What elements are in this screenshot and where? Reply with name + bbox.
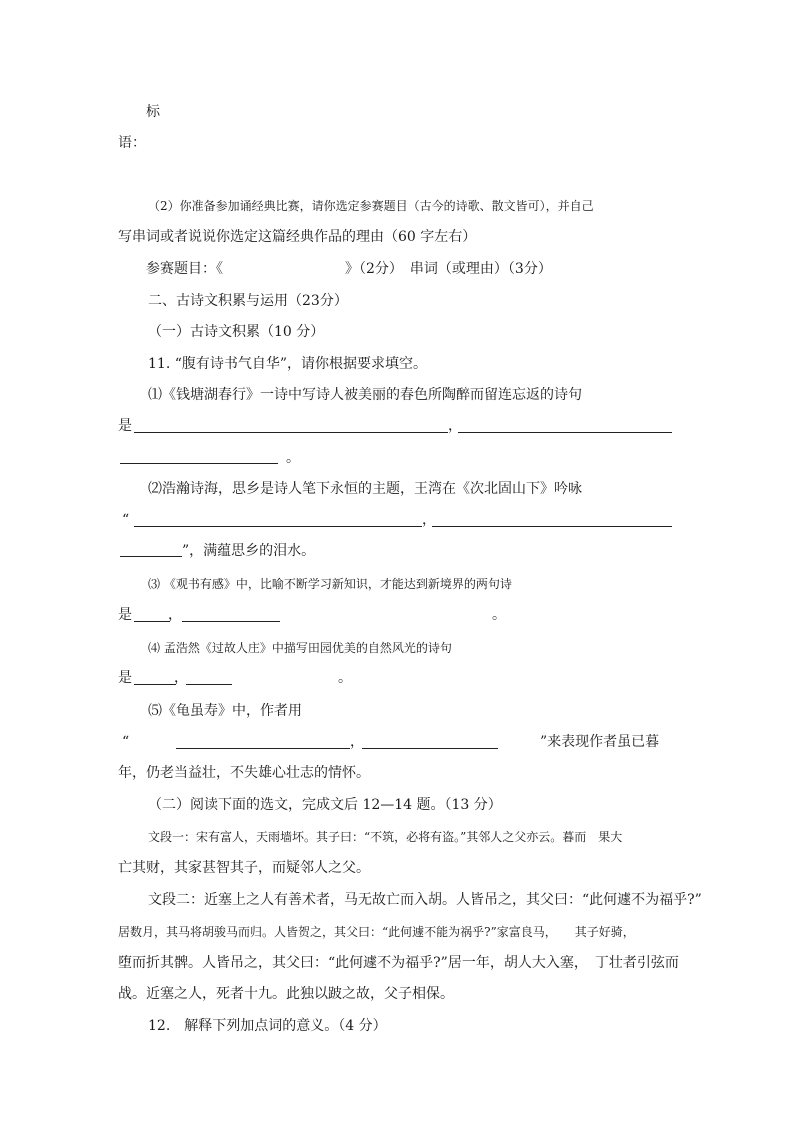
- q11-2-blank-2[interactable]: [432, 526, 672, 527]
- q2-topic-line: [146, 259, 552, 279]
- q11-1-comma: ，: [448, 418, 462, 434]
- q11-3-is: 是: [118, 607, 132, 623]
- section-2-title: 二、古诗文积累与运用（23分）: [148, 293, 348, 309]
- passage-2-line-2: 居数月，其马将胡骏马而归。人皆贺之，其父曰：“此何遽不能为祸乎?”家富良马， 其子好骑，: [118, 925, 635, 939]
- q11-1-period: 。: [286, 450, 300, 466]
- q11-3-prompt: ⑶ 《观书有感》中，比喻不断学习新知识，才能达到新境界的两句诗: [148, 577, 512, 591]
- slogan-char-2: 语：: [118, 135, 146, 151]
- q2-line-1: （2）你准备参加诵经典比赛，请你选定参赛题目（古今的诗歌、散文皆可），并自己: [148, 199, 594, 213]
- q2-line-2: 写串词或者说说你选定这篇经典作品的理由（60 字左右）: [118, 229, 477, 245]
- q11-4-is: 是: [118, 670, 132, 686]
- q11-2-end: ”，满蕴思乡的泪水。: [182, 543, 316, 559]
- q11-5-line-2: 年，仍老当益壮，不失雄心壮志的情怀。: [118, 765, 370, 781]
- q11-3-blank-1[interactable]: [134, 621, 170, 622]
- q11-2-blank-3[interactable]: [120, 556, 182, 557]
- q11-5-blank-1[interactable]: [176, 748, 350, 749]
- q11-2-comma: ，: [422, 512, 436, 528]
- q11-4-prompt: ⑷ 孟浩然《过故人庄》中描写田园优美的自然风光的诗句: [148, 641, 452, 655]
- q11-4-period: 。: [338, 670, 352, 686]
- passage-2-line-1: 文段二：近塞上之人有善术者，马无故亡而入胡。人皆吊之，其父曰：“此何遽不为福乎?”: [148, 892, 702, 908]
- q11-1-blank-2[interactable]: [458, 432, 672, 433]
- passage-1-line-2: 亡其财，其家甚智其子，而疑邻人之父。: [118, 860, 370, 876]
- q11-1-prompt: ⑴《钱塘湖春行》一诗中写诗人被美丽的春色所陶醉而留连忘返的诗句: [148, 387, 582, 403]
- q11-3-period: 。: [492, 607, 506, 623]
- passage-2-line-4: 战。近塞之人，死者十九。此独以跛之故，父子相保。: [118, 986, 454, 1002]
- q11-5-close: ”来表现作者虽已暮: [540, 734, 660, 750]
- q11-2-prompt: ⑵浩瀚诗海，思乡是诗人笔下永恒的主题，王湾在《次北固山下》吟咏: [148, 481, 582, 497]
- q11-2-open-quote: “: [122, 512, 130, 528]
- q11-1-blank-3[interactable]: [120, 463, 278, 464]
- q11-prompt: 11. “腹有诗书气自华”，请你根据要求填空。: [148, 356, 428, 372]
- q11-1-is: 是: [118, 418, 132, 434]
- topic-suffix: 》（2分） 串词（或理由）（3分）: [345, 261, 552, 277]
- q11-5-open-quote: “: [122, 734, 130, 750]
- q11-5-comma: ，: [350, 734, 364, 750]
- passage-1-line-1: 文段一：宋有富人，天雨墙坏。其子曰：“不筑，必将有盗。”其邻人之父亦云。暮而 果大: [148, 830, 623, 844]
- passage-2-line-3: 堕而折其髀。人皆吊之，其父曰：“此何遽不为福乎?”居一年，胡人大入塞， 丁壮者引弦而: [118, 955, 679, 971]
- part-1-title: （一）古诗文积累（10 分）: [148, 324, 325, 340]
- q11-4-blank-2[interactable]: [186, 684, 232, 685]
- q11-3-comma: ，: [168, 607, 182, 623]
- q12-prompt: 12. 解释下列加点词的意义。（4 分）: [148, 1018, 387, 1034]
- q11-5-prompt: ⑸《龟虽寿》中，作者用: [148, 703, 302, 719]
- q11-2-blank-1[interactable]: [134, 526, 422, 527]
- q11-5-blank-2[interactable]: [362, 748, 498, 749]
- q11-1-blank-1[interactable]: [134, 432, 448, 433]
- q11-3-blank-2[interactable]: [182, 621, 280, 622]
- q11-4-blank-1[interactable]: [134, 684, 176, 685]
- part-2-title: （二）阅读下面的选文，完成文后 12—14 题。（13 分）: [148, 797, 502, 813]
- topic-prefix: 参赛题目：《: [146, 261, 223, 277]
- slogan-char-1: 标: [146, 104, 160, 120]
- q11-4-comma: ，: [174, 670, 188, 686]
